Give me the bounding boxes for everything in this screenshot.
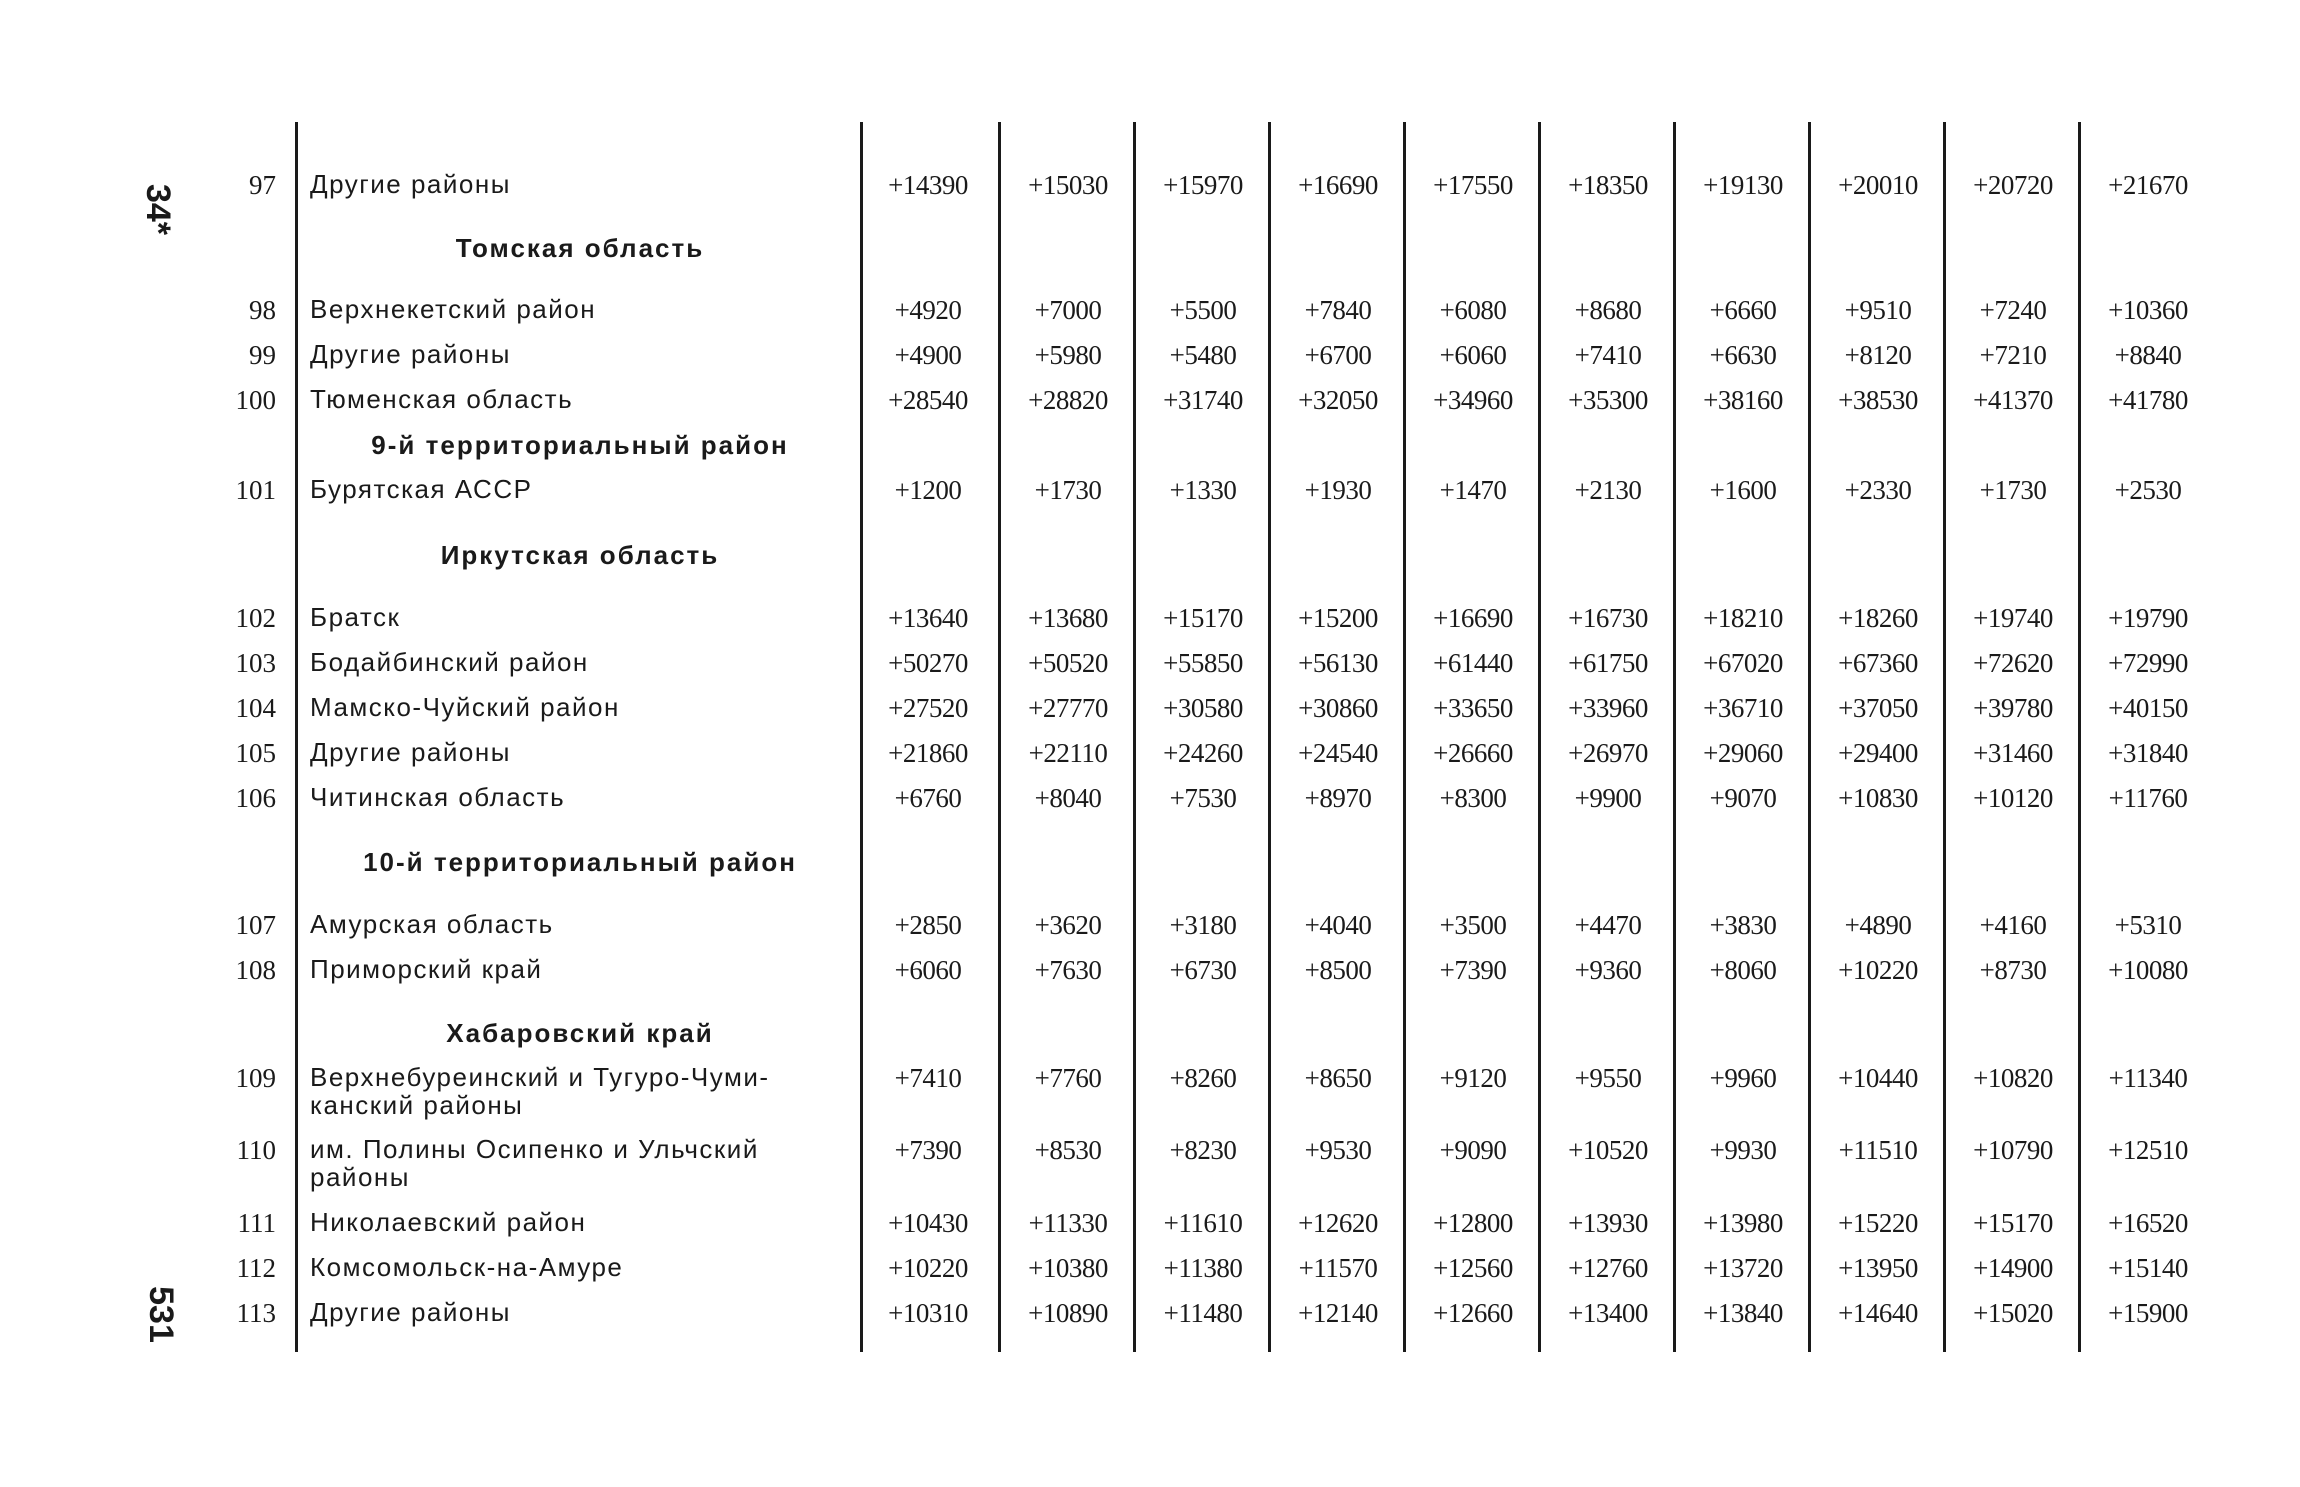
value-cell: +6760 bbox=[894, 783, 962, 813]
value-cell: +12140 bbox=[1298, 1298, 1378, 1328]
value-cell: +8300 bbox=[1439, 783, 1507, 813]
value-cell: +15220 bbox=[1838, 1208, 1918, 1238]
value-cell: +4920 bbox=[894, 295, 962, 325]
value-cell: +16730 bbox=[1568, 603, 1648, 633]
value-cell: +16520 bbox=[2108, 1208, 2188, 1238]
row-number: 97 bbox=[249, 170, 276, 200]
value-cell: +8840 bbox=[2114, 340, 2182, 370]
row-number: 101 bbox=[235, 475, 276, 505]
value-cell: +1330 bbox=[1169, 475, 1237, 505]
row-number: 100 bbox=[235, 385, 276, 415]
value-cell: +21860 bbox=[888, 738, 968, 768]
value-cell: +38160 bbox=[1703, 385, 1783, 415]
value-cell: +19130 bbox=[1703, 170, 1783, 200]
value-cell: +4890 bbox=[1844, 910, 1912, 940]
value-cell: +4900 bbox=[894, 340, 962, 370]
value-cell: +10120 bbox=[1973, 783, 2053, 813]
value-cell: +8530 bbox=[1034, 1135, 1102, 1165]
value-cell: +9360 bbox=[1574, 955, 1642, 985]
value-cell: +39780 bbox=[1973, 693, 2053, 723]
row-number: 104 bbox=[235, 693, 276, 723]
row-label-line: Приморский край bbox=[310, 954, 543, 984]
value-cell: +15970 bbox=[1163, 170, 1243, 200]
value-cell: +15170 bbox=[1163, 603, 1243, 633]
value-cell: +11330 bbox=[1028, 1208, 1108, 1238]
value-cell: +67360 bbox=[1838, 648, 1918, 678]
value-cell: +3180 bbox=[1169, 910, 1237, 940]
value-cell: +8650 bbox=[1304, 1063, 1372, 1093]
value-cell: +17550 bbox=[1433, 170, 1513, 200]
rule-stub bbox=[295, 122, 298, 1352]
value-cell: +9960 bbox=[1709, 1063, 1777, 1093]
row-number: 110 bbox=[236, 1135, 276, 1165]
rule-col-5 bbox=[1538, 122, 1541, 1352]
value-cell: +67020 bbox=[1703, 648, 1783, 678]
value-cell: +29060 bbox=[1703, 738, 1783, 768]
value-cell: +33650 bbox=[1433, 693, 1513, 723]
rule-col-1 bbox=[998, 122, 1001, 1352]
value-cell: +6080 bbox=[1439, 295, 1507, 325]
value-cell: +7000 bbox=[1034, 295, 1102, 325]
value-cell: +10310 bbox=[888, 1298, 968, 1328]
value-cell: +15030 bbox=[1028, 170, 1108, 200]
rule-col-4 bbox=[1403, 122, 1406, 1352]
value-cell: +10220 bbox=[888, 1253, 968, 1283]
value-cell: +9550 bbox=[1574, 1063, 1642, 1093]
value-cell: +5480 bbox=[1169, 340, 1237, 370]
value-cell: +3830 bbox=[1709, 910, 1777, 940]
value-cell: +1200 bbox=[894, 475, 962, 505]
row-label-line: Амурская область bbox=[310, 909, 554, 939]
row-label bbox=[310, 1135, 840, 1191]
value-cell: +10890 bbox=[1028, 1298, 1108, 1328]
value-cell: +7240 bbox=[1979, 295, 2047, 325]
value-cell: +27770 bbox=[1028, 693, 1108, 723]
row-number: 98 bbox=[249, 295, 276, 325]
row-label-line: Бодайбинский район bbox=[310, 647, 589, 677]
value-cell: +8230 bbox=[1169, 1135, 1237, 1165]
value-cell: +11480 bbox=[1163, 1298, 1243, 1328]
value-cell: +22110 bbox=[1028, 738, 1108, 768]
row-label-line: Николаевский район bbox=[310, 1207, 587, 1237]
row-number: 105 bbox=[235, 738, 276, 768]
value-cell: +11380 bbox=[1163, 1253, 1243, 1283]
value-cell: +12800 bbox=[1433, 1208, 1513, 1238]
value-cell: +12510 bbox=[2108, 1135, 2188, 1165]
row-number: 108 bbox=[235, 955, 276, 985]
value-cell: +18350 bbox=[1568, 170, 1648, 200]
value-cell: +10380 bbox=[1028, 1253, 1108, 1283]
row-label bbox=[310, 170, 840, 198]
row-label bbox=[310, 1208, 840, 1236]
value-cell: +7390 bbox=[894, 1135, 962, 1165]
value-cell: +7410 bbox=[1574, 340, 1642, 370]
value-cell: +13930 bbox=[1568, 1208, 1648, 1238]
row-label-line: районы bbox=[310, 1162, 410, 1192]
value-cell: +35300 bbox=[1568, 385, 1648, 415]
value-cell: +61750 bbox=[1568, 648, 1648, 678]
value-cell: +29400 bbox=[1838, 738, 1918, 768]
value-cell: +37050 bbox=[1838, 693, 1918, 723]
value-cell: +10790 bbox=[1973, 1135, 2053, 1165]
value-cell: +6060 bbox=[1439, 340, 1507, 370]
row-label-line: Верхнекетский район bbox=[310, 294, 597, 324]
value-cell: +2330 bbox=[1844, 475, 1912, 505]
value-cell: +6660 bbox=[1709, 295, 1777, 325]
section-heading: Томская область bbox=[455, 233, 705, 263]
value-cell: +10520 bbox=[1568, 1135, 1648, 1165]
value-cell: +9510 bbox=[1844, 295, 1912, 325]
row-label bbox=[310, 738, 840, 766]
value-cell: +30860 bbox=[1298, 693, 1378, 723]
value-cell: +24260 bbox=[1163, 738, 1243, 768]
row-label bbox=[310, 340, 840, 368]
value-cell: +7390 bbox=[1439, 955, 1507, 985]
value-cell: +33960 bbox=[1568, 693, 1648, 723]
value-cell: +14640 bbox=[1838, 1298, 1918, 1328]
row-label bbox=[310, 693, 840, 721]
value-cell: +31840 bbox=[2108, 738, 2188, 768]
value-cell: +19790 bbox=[2108, 603, 2188, 633]
value-cell: +32050 bbox=[1298, 385, 1378, 415]
rule-col-2 bbox=[1133, 122, 1136, 1352]
value-cell: +31740 bbox=[1163, 385, 1243, 415]
row-label-line: им. Полины Осипенко и Ульчский bbox=[310, 1134, 759, 1164]
value-cell: +1730 bbox=[1034, 475, 1102, 505]
value-cell: +26660 bbox=[1433, 738, 1513, 768]
value-cell: +6700 bbox=[1304, 340, 1372, 370]
row-number: 99 bbox=[249, 340, 276, 370]
value-cell: +15200 bbox=[1298, 603, 1378, 633]
value-cell: +8260 bbox=[1169, 1063, 1237, 1093]
value-cell: +8040 bbox=[1034, 783, 1102, 813]
rule-col-9 bbox=[2078, 122, 2081, 1352]
value-cell: +11340 bbox=[2108, 1063, 2188, 1093]
value-cell: +55850 bbox=[1163, 648, 1243, 678]
value-cell: +6730 bbox=[1169, 955, 1237, 985]
row-number: 102 bbox=[235, 603, 276, 633]
row-label bbox=[310, 603, 840, 631]
value-cell: +36710 bbox=[1703, 693, 1783, 723]
row-label bbox=[310, 1253, 840, 1281]
value-cell: +10360 bbox=[2108, 295, 2188, 325]
row-label bbox=[310, 783, 840, 811]
value-cell: +7210 bbox=[1979, 340, 2047, 370]
value-cell: +1930 bbox=[1304, 475, 1372, 505]
row-label-line: Другие районы bbox=[310, 737, 511, 767]
value-cell: +3620 bbox=[1034, 910, 1102, 940]
value-cell: +13840 bbox=[1703, 1298, 1783, 1328]
value-cell: +15020 bbox=[1973, 1298, 2053, 1328]
value-cell: +10220 bbox=[1838, 955, 1918, 985]
value-cell: +12760 bbox=[1568, 1253, 1648, 1283]
value-cell: +1470 bbox=[1439, 475, 1507, 505]
value-cell: +8060 bbox=[1709, 955, 1777, 985]
value-cell: +13680 bbox=[1028, 603, 1108, 633]
value-cell: +9930 bbox=[1709, 1135, 1777, 1165]
value-cell: +13980 bbox=[1703, 1208, 1783, 1238]
value-cell: +20720 bbox=[1973, 170, 2053, 200]
row-label bbox=[310, 955, 840, 983]
section-heading: 10-й территориальный район bbox=[363, 847, 797, 877]
value-cell: +30580 bbox=[1163, 693, 1243, 723]
value-cell: +12660 bbox=[1433, 1298, 1513, 1328]
value-cell: +12620 bbox=[1298, 1208, 1378, 1238]
value-cell: +13950 bbox=[1838, 1253, 1918, 1283]
value-cell: +16690 bbox=[1298, 170, 1378, 200]
value-cell: +27520 bbox=[888, 693, 968, 723]
value-cell: +9120 bbox=[1439, 1063, 1507, 1093]
value-cell: +26970 bbox=[1568, 738, 1648, 768]
value-cell: +8120 bbox=[1844, 340, 1912, 370]
row-label-line: Тюменская область bbox=[310, 384, 574, 414]
value-cell: +34960 bbox=[1433, 385, 1513, 415]
value-cell: +50520 bbox=[1028, 648, 1108, 678]
value-cell: +4040 bbox=[1304, 910, 1372, 940]
row-number: 112 bbox=[236, 1253, 276, 1283]
row-number: 106 bbox=[235, 783, 276, 813]
row-label bbox=[310, 910, 840, 938]
value-cell: +10830 bbox=[1838, 783, 1918, 813]
value-cell: +6060 bbox=[894, 955, 962, 985]
page-signature-mark: 34* bbox=[139, 183, 178, 236]
value-cell: +13640 bbox=[888, 603, 968, 633]
value-cell: +11570 bbox=[1298, 1253, 1378, 1283]
value-cell: +5980 bbox=[1034, 340, 1102, 370]
value-cell: +40150 bbox=[2108, 693, 2188, 723]
row-label-line: Бурятская АССР bbox=[310, 474, 533, 504]
value-cell: +20010 bbox=[1838, 170, 1918, 200]
row-label bbox=[310, 295, 840, 323]
value-cell: +10430 bbox=[888, 1208, 968, 1238]
value-cell: +13720 bbox=[1703, 1253, 1783, 1283]
value-cell: +21670 bbox=[2108, 170, 2188, 200]
value-cell: +8970 bbox=[1304, 783, 1372, 813]
value-cell: +24540 bbox=[1298, 738, 1378, 768]
value-cell: +50270 bbox=[888, 648, 968, 678]
value-cell: +72620 bbox=[1973, 648, 2053, 678]
value-cell: +56130 bbox=[1298, 648, 1378, 678]
value-cell: +7630 bbox=[1034, 955, 1102, 985]
row-label-line: канский районы bbox=[310, 1090, 524, 1120]
row-label bbox=[310, 1063, 840, 1119]
rule-col-6 bbox=[1673, 122, 1676, 1352]
section-heading: 9-й территориальный район bbox=[371, 430, 789, 460]
value-cell: +7840 bbox=[1304, 295, 1372, 325]
row-number: 113 bbox=[236, 1298, 276, 1328]
value-cell: +7410 bbox=[894, 1063, 962, 1093]
row-label-line: Мамско-Чуйский район bbox=[310, 692, 620, 722]
value-cell: +18210 bbox=[1703, 603, 1783, 633]
value-cell: +12560 bbox=[1433, 1253, 1513, 1283]
value-cell: +6630 bbox=[1709, 340, 1777, 370]
section-heading: Хабаровский край bbox=[446, 1018, 714, 1048]
value-cell: +9530 bbox=[1304, 1135, 1372, 1165]
section-heading: Иркутская область bbox=[440, 540, 720, 570]
value-cell: +41370 bbox=[1973, 385, 2053, 415]
row-label bbox=[310, 1298, 840, 1326]
value-cell: +14900 bbox=[1973, 1253, 2053, 1283]
value-cell: +28540 bbox=[888, 385, 968, 415]
value-cell: +2530 bbox=[2114, 475, 2182, 505]
row-label bbox=[310, 475, 840, 503]
value-cell: +10820 bbox=[1973, 1063, 2053, 1093]
value-cell: +9090 bbox=[1439, 1135, 1507, 1165]
row-label-line: Братск bbox=[310, 602, 401, 632]
value-cell: +15170 bbox=[1973, 1208, 2053, 1238]
value-cell: +10080 bbox=[2108, 955, 2188, 985]
value-cell: +9070 bbox=[1709, 783, 1777, 813]
row-label bbox=[310, 648, 840, 676]
value-cell: +61440 bbox=[1433, 648, 1513, 678]
value-cell: +8680 bbox=[1574, 295, 1642, 325]
rule-col-8 bbox=[1943, 122, 1946, 1352]
row-number: 109 bbox=[235, 1063, 276, 1093]
value-cell: +2130 bbox=[1574, 475, 1642, 505]
value-cell: +11610 bbox=[1163, 1208, 1243, 1238]
value-cell: +3500 bbox=[1439, 910, 1507, 940]
value-cell: +8500 bbox=[1304, 955, 1372, 985]
row-label-line: Верхнебуреинский и Тугуро-Чуми- bbox=[310, 1062, 770, 1092]
row-label-line: Другие районы bbox=[310, 1297, 511, 1327]
value-cell: +7760 bbox=[1034, 1063, 1102, 1093]
value-cell: +16690 bbox=[1433, 603, 1513, 633]
value-cell: +38530 bbox=[1838, 385, 1918, 415]
value-cell: +11510 bbox=[1838, 1135, 1918, 1165]
value-cell: +4470 bbox=[1574, 910, 1642, 940]
row-number: 107 bbox=[235, 910, 276, 940]
page-number: 531 bbox=[141, 1286, 180, 1343]
value-cell: +5500 bbox=[1169, 295, 1237, 325]
value-cell: +14390 bbox=[888, 170, 968, 200]
value-cell: +19740 bbox=[1973, 603, 2053, 633]
row-number: 103 bbox=[235, 648, 276, 678]
value-cell: +41780 bbox=[2108, 385, 2188, 415]
row-label-line: Другие районы bbox=[310, 169, 511, 199]
value-cell: +13400 bbox=[1568, 1298, 1648, 1328]
value-cell: +1730 bbox=[1979, 475, 2047, 505]
value-cell: +18260 bbox=[1838, 603, 1918, 633]
rule-col-7 bbox=[1808, 122, 1811, 1352]
value-cell: +9900 bbox=[1574, 783, 1642, 813]
row-label-line: Комсомольск-на-Амуре bbox=[310, 1252, 624, 1282]
value-cell: +15900 bbox=[2108, 1298, 2188, 1328]
value-cell: +72990 bbox=[2108, 648, 2188, 678]
row-label bbox=[310, 385, 840, 413]
value-cell: +8730 bbox=[1979, 955, 2047, 985]
row-label-line: Другие районы bbox=[310, 339, 511, 369]
value-cell: +2850 bbox=[894, 910, 962, 940]
value-cell: +10440 bbox=[1838, 1063, 1918, 1093]
value-cell: +1600 bbox=[1709, 475, 1777, 505]
rule-col-3 bbox=[1268, 122, 1271, 1352]
value-cell: +4160 bbox=[1979, 910, 2047, 940]
value-cell: +11760 bbox=[2108, 783, 2188, 813]
value-cell: +31460 bbox=[1973, 738, 2053, 768]
value-cell: +15140 bbox=[2108, 1253, 2188, 1283]
row-label-line: Читинская область bbox=[310, 782, 566, 812]
row-number: 111 bbox=[237, 1208, 276, 1238]
value-cell: +5310 bbox=[2114, 910, 2182, 940]
value-cell: +28820 bbox=[1028, 385, 1108, 415]
value-cell: +7530 bbox=[1169, 783, 1237, 813]
